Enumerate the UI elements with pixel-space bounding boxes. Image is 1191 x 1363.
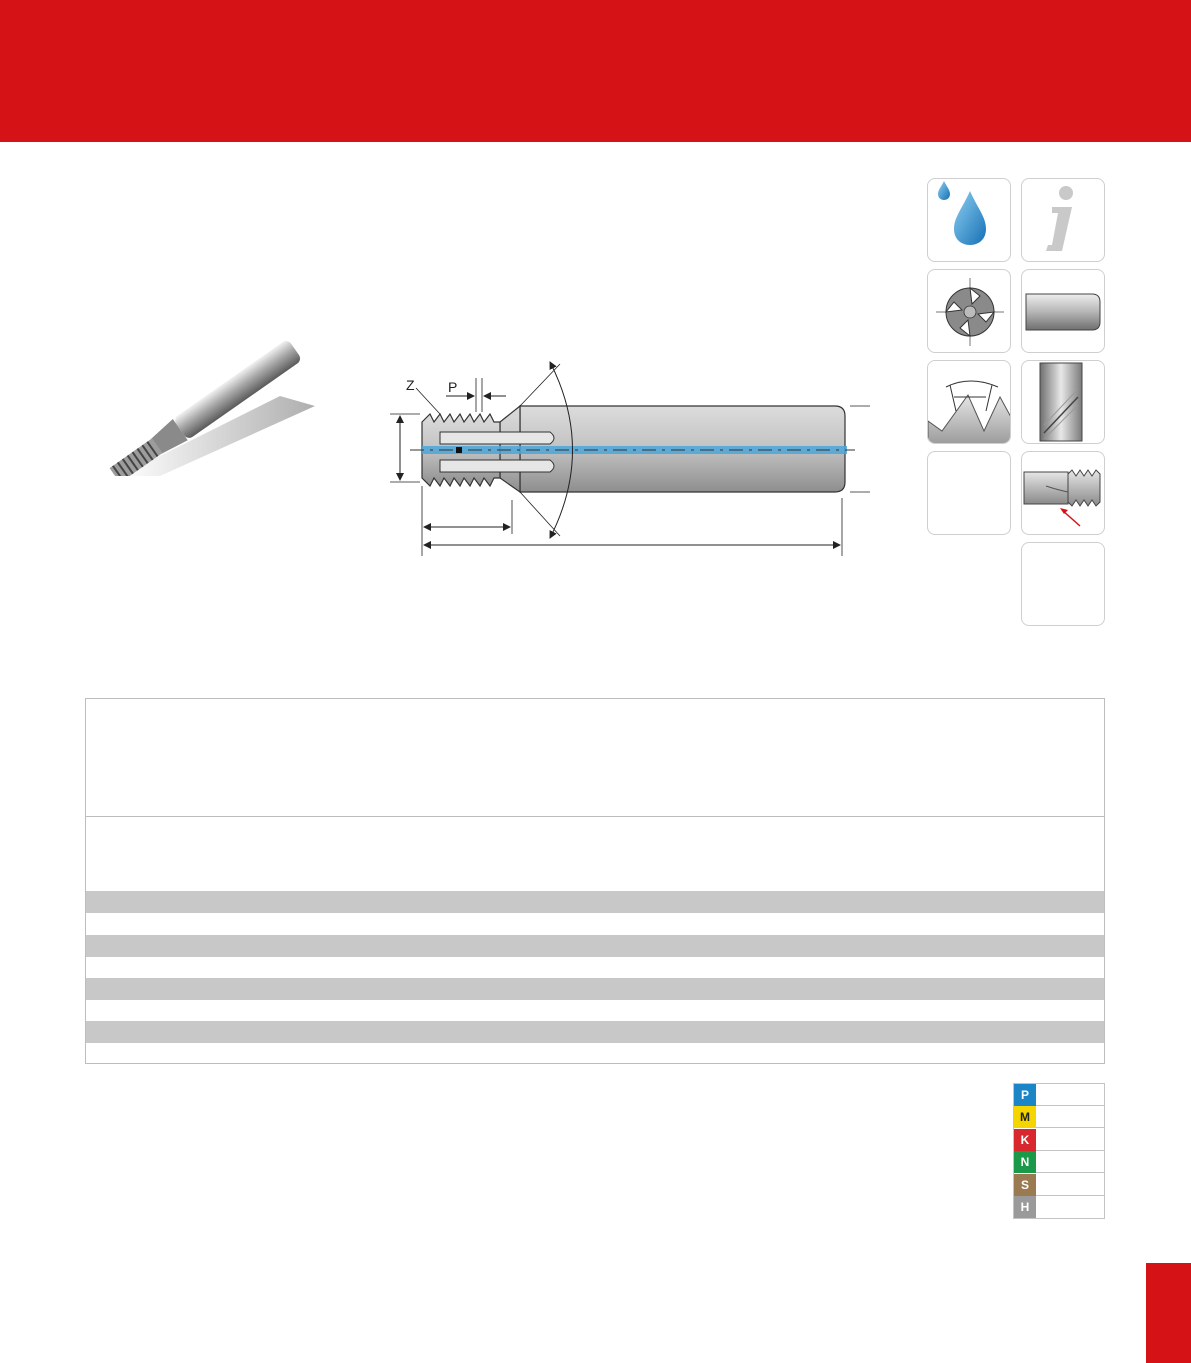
label-p: P: [448, 379, 458, 395]
iso-row-h: [1014, 1196, 1104, 1218]
cutting-edges-icon: [927, 269, 1011, 353]
coolant-drop-icon: [927, 178, 1011, 262]
iso-material-legend: [1013, 1083, 1105, 1219]
table-row: [86, 935, 1104, 957]
iso-tag-s: S: [1014, 1174, 1036, 1196]
cylindrical-shank-icon: [1021, 269, 1105, 353]
label-z: Z: [406, 377, 415, 393]
thread-angle-icon: [927, 360, 1011, 444]
iso-row-p: [1014, 1084, 1104, 1106]
internal-coolant-exit-icon: [1021, 451, 1105, 535]
table-row: [86, 1021, 1104, 1043]
product-photo: [80, 326, 320, 476]
iso-tag-h: H: [1014, 1196, 1036, 1218]
iso-row-n: [1014, 1151, 1104, 1173]
table-row: [86, 891, 1104, 913]
technical-drawing: [380, 350, 870, 570]
page-tab: [1146, 1263, 1191, 1363]
iso-tag-k: K: [1014, 1129, 1036, 1151]
iso-row-k: [1014, 1129, 1104, 1151]
blank-icon: [927, 451, 1011, 535]
iso-tag-n: N: [1014, 1151, 1036, 1173]
iso-tag-p: P: [1014, 1084, 1036, 1106]
table-row: [86, 978, 1104, 1000]
info-icon: [1021, 178, 1105, 262]
header-bar: [0, 0, 1191, 142]
table-header-divider: [86, 816, 1104, 817]
iso-row-m: [1014, 1106, 1104, 1128]
helix-flute-icon: [1021, 360, 1105, 444]
iso-tag-m: M: [1014, 1106, 1036, 1128]
blank-icon: [1021, 542, 1105, 626]
iso-row-s: [1014, 1174, 1104, 1196]
product-table: [85, 698, 1105, 1064]
